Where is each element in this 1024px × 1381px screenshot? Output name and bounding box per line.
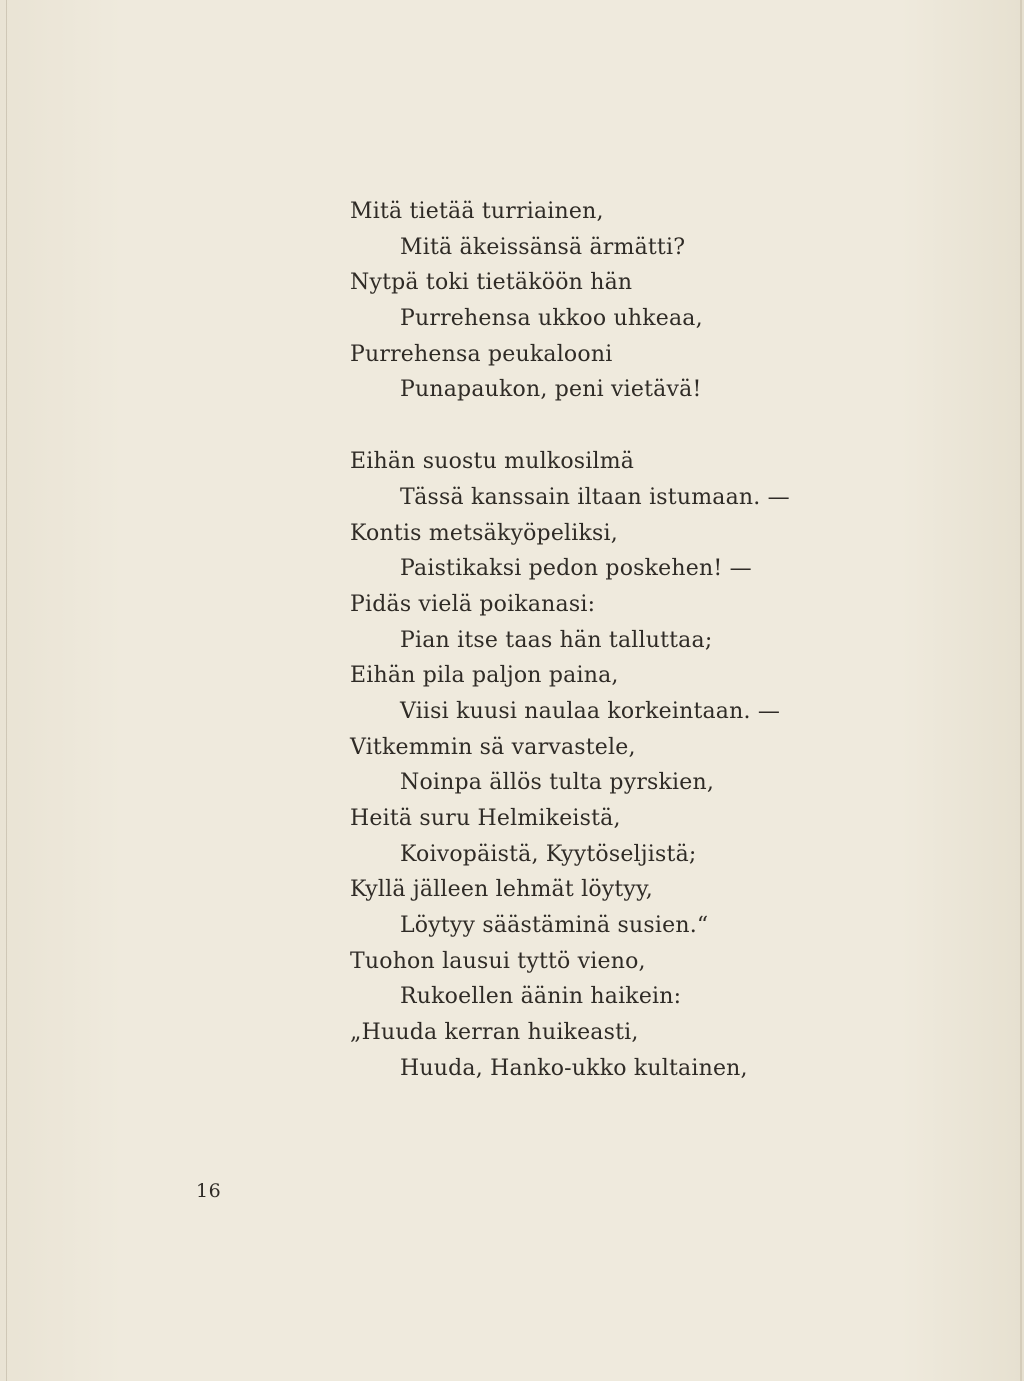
poem-line: Koivopäistä, Kyytöseljistä;	[400, 841, 697, 867]
poem-line: Vitkemmin sä varvastele,	[350, 734, 636, 760]
poem-line: Mitä tietää turriainen,	[350, 199, 604, 224]
poem-line: Kyllä jälleen lehmät löytyy,	[350, 877, 653, 903]
poem-line: Purrehensa ukkoo uhkeaa,	[400, 306, 703, 332]
poem-line: Viisi kuusi naulaa korkeintaan. —	[400, 698, 781, 724]
poem-line: Rukoellen äänin haikein:	[400, 984, 682, 1010]
poem-text	[350, 194, 910, 1087]
poem-line: Pidäs vielä poikanasi:	[350, 591, 596, 617]
poem-line: Heitä suru Helmikeistä,	[350, 806, 621, 831]
poem-line: Tässä kanssain iltaan istumaan. —	[400, 484, 790, 510]
poem-line: Löytyy säästäminä susien.“	[400, 913, 709, 939]
page-number: 16	[196, 1180, 222, 1202]
stanza-1	[350, 194, 910, 408]
poem-line: Huuda, Hanko-ukko kultainen,	[400, 1055, 748, 1081]
poem-line: „Huuda kerran huikeasti,	[350, 1020, 639, 1046]
poem-line: Pian itse taas hän talluttaa;	[400, 627, 713, 653]
page-right-edge	[1020, 0, 1022, 1381]
page-left-edge	[6, 0, 7, 1381]
poem-line: Eihän pila paljon paina,	[350, 663, 619, 689]
poem-line: Nytpä toki tietäköön hän	[350, 270, 633, 296]
poem-line: Kontis metsäkyöpeliksi,	[350, 520, 618, 546]
poem-line: Paistikaksi pedon poskehen! —	[400, 556, 752, 582]
poem-line: Purrehensa peukalooni	[350, 341, 613, 367]
poem-line: Mitä äkeissänsä ärmätti?	[400, 234, 686, 260]
stanza-2	[350, 444, 910, 1086]
poem-line: Noinpa ällös tulta pyrskien,	[400, 770, 715, 796]
poem-line: Punapaukon, peni vietävä!	[400, 377, 702, 403]
poem-line: Eihän suostu mulkosilmä	[350, 449, 635, 475]
poem-line: Tuohon lausui tyttö vieno,	[350, 948, 646, 974]
